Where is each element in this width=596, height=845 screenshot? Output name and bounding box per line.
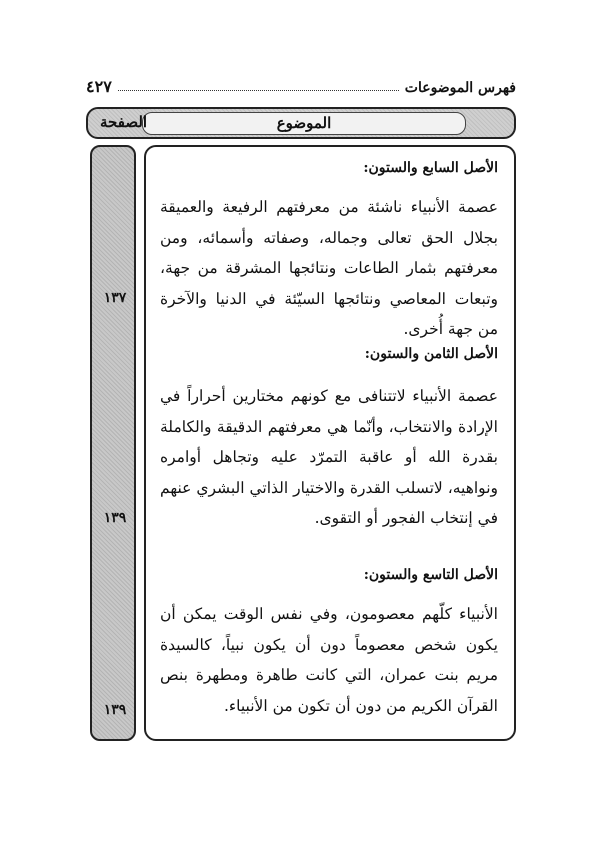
table-header <box>86 107 516 139</box>
page-ref-1: ١٣٧ <box>103 290 127 306</box>
section-body-3: الأنبياء كلّهم معصومون، وفي نفس الوقت يمكن أن يكون شخص معصوماً دون أن يكون نبياً، كالسيدة مريم بنت عمران، التي كانت طاهرة ومطهرة بنص القرآن الكريم من دون أن تكون من الأنبياء. <box>160 605 498 715</box>
leader-dots <box>118 90 399 91</box>
topics-column <box>144 145 516 741</box>
section-title-2: الأصل الثامن والستون: <box>364 346 498 362</box>
section-title-1: الأصل السابع والستون: <box>363 160 498 176</box>
page-column <box>90 145 136 741</box>
header-page-label: الصفحة <box>100 113 148 131</box>
page-ref-2: ١٣٩ <box>103 510 127 526</box>
header-topic-label: الموضوع <box>142 112 466 135</box>
running-head <box>86 74 516 96</box>
section-body-1: عصمة الأنبياء ناشئة من معرفتهم الرفيعة والعميقة بجلال الحق تعالى وجماله، وصفاته وأسمائه، ومن معرفتهم بثمار الطاعات ونتائجها المشرقة من جهة، وتبعات المعاصي ونتائجها السيّئة في الدنيا والآخرة من جهة أُخرى. <box>160 198 498 338</box>
running-head-title: فهرس الموضوعات <box>404 80 516 96</box>
section-title-3: الأصل التاسع والستون: <box>363 567 498 583</box>
page-ref-3: ١٣٩ <box>103 702 127 718</box>
page-number: ٤٢٧ <box>86 77 112 96</box>
section-body-2: عصمة الأنبياء لاتتنافى مع كونهم مختارين أحراراً في الإرادة والانتخاب، وأنّما هي معرفتهم الدقيقة والكاملة بقدرة الله أو عاقبة التمرّد عليه وتجاهل أوامره ونواهيه، لاتسلب القدرة والاختيار الذاتي البشري عنهم في إنتخاب الفجور أو التقوى. <box>160 387 498 527</box>
